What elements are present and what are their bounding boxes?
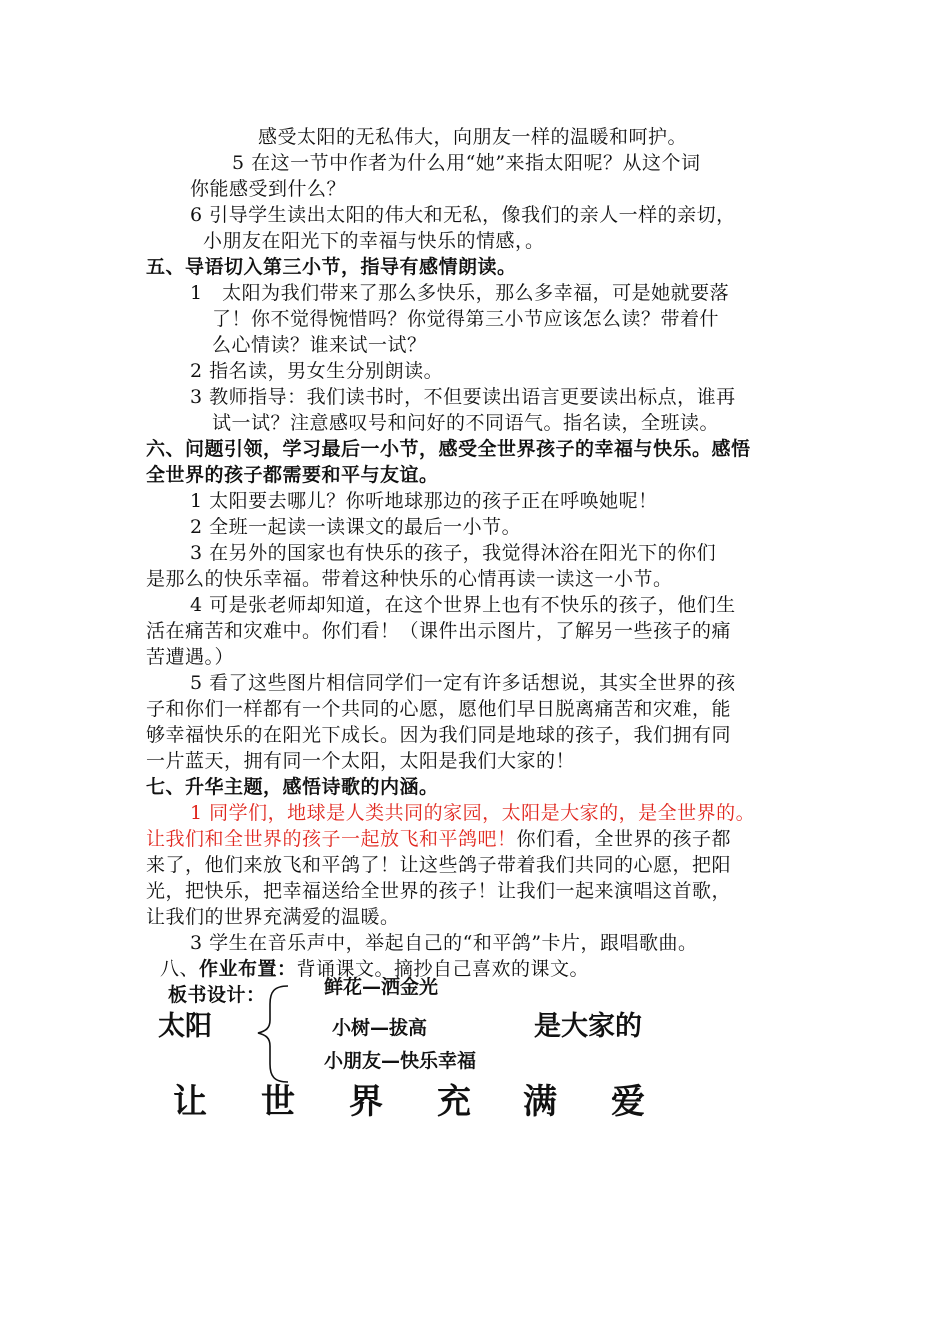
- text-line: 子和你们一样都有一个共同的心愿，愿他们早日脱离痛苦和灾难，能: [146, 698, 732, 720]
- text-line: 感受太阳的无私伟大，向朋友一样的温暖和呵护。: [258, 126, 688, 148]
- text-line: 来了，他们来放飞和平鸽了！让这些鸽子带着我们共同的心愿，把阳: [146, 854, 732, 876]
- text-line: 2 指名读，男女生分别朗读。: [190, 360, 444, 382]
- text-line: 一片蓝天，拥有同一个太阳，太阳是我们大家的！: [146, 750, 576, 772]
- text-line: 够幸福快乐的在阳光下成长。因为我们同是地球的孩子，我们拥有同: [146, 724, 732, 746]
- text-line: 3 在另外的国家也有快乐的孩子，我觉得沐浴在阳光下的你们: [190, 542, 717, 564]
- text-line: 5 看了这些图片相信同学们一定有许多话想说，其实全世界的孩: [190, 672, 736, 694]
- brace-icon: [252, 978, 292, 1088]
- slogan-char: 让: [173, 1082, 207, 1122]
- highlighted-line: 1 同学们，地球是人类共同的家园，太阳是大家的，是全世界的。: [190, 802, 756, 824]
- text-line: 了！你不觉得惋惜吗？你觉得第三小节应该怎么读？带着什: [212, 308, 720, 330]
- highlighted-text: 让我们和全世界的孩子一起放飞和平鸽吧！: [146, 828, 517, 850]
- section-heading: 六、问题引领，学习最后一小节，感受全世界孩子的幸福与快乐。感悟: [146, 438, 751, 460]
- section-heading: 五、导语切入第三小节，指导有感情朗读。: [146, 256, 517, 278]
- text-line: 4 可是张老师却知道，在这个世界上也有不快乐的孩子，他们生: [190, 594, 736, 616]
- text-line: 让我们的世界充满爱的温暖。: [146, 906, 400, 928]
- slogan-char: 世: [261, 1082, 295, 1122]
- slogan-char: 满: [523, 1082, 557, 1122]
- text-line: 3 教师指导：我们读书时，不但要读出语言更要读出标点，谁再: [190, 386, 736, 408]
- text-span: 你们看，全世界的孩子都: [516, 828, 732, 850]
- section-heading: 七、升华主题，感悟诗歌的内涵。: [146, 776, 439, 798]
- text-line: 6 引导学生读出太阳的伟大和无私，像我们的亲人一样的亲切，: [190, 204, 736, 226]
- slogan-char: 界: [349, 1082, 383, 1122]
- text-line: 1 太阳为我们带来了那么多快乐，那么多幸福，可是她就要落: [190, 282, 730, 304]
- section-title: 作业布置：: [199, 958, 297, 980]
- board-right-text: 是大家的: [534, 1011, 642, 1042]
- text-line: 是那么的快乐幸福。带着这种快乐的心情再读一读这一小节。: [146, 568, 673, 590]
- slogan-char: 爱: [611, 1082, 645, 1122]
- text-line: 3 学生在音乐声中，举起自己的“和平鸽”卡片，跟唱歌曲。: [190, 932, 698, 954]
- text-line: 5 在这一节中作者为什么用“她”来指太阳呢？从这个词: [232, 152, 701, 174]
- text-line: 你能感受到什么？: [190, 178, 347, 200]
- section-heading: 全世界的孩子都需要和平与友谊。: [146, 464, 439, 486]
- text-line: 活在痛苦和灾难中。你们看！（课件出示图片，了解另一些孩子的痛: [146, 620, 732, 642]
- board-item: 小树—拔高: [332, 1017, 428, 1039]
- text-line: 2 全班一起读一读课文的最后一小节。: [190, 516, 522, 538]
- text-line: 1 太阳要去哪儿？你听地球那边的孩子正在呼唤她呢！: [190, 490, 658, 512]
- text-span: 背诵课文。摘抄自己喜欢的课文。: [296, 958, 590, 980]
- text-line: [146, 826, 731, 852]
- text-line: 小朋友在阳光下的幸福与快乐的情感，。: [203, 230, 545, 252]
- text-line: 苦遭遇。）: [146, 646, 235, 668]
- text-line: 光，把快乐，把幸福送给全世界的孩子！让我们一起来演唱这首歌，: [146, 880, 732, 902]
- board-sun: 太阳: [158, 1011, 212, 1042]
- board-design-label: 板书设计：: [168, 984, 266, 1006]
- text-line: 试一试？注意感叹号和问好的不同语气。指名读，全班读。: [212, 412, 720, 434]
- board-item: 小朋友—快乐幸福: [324, 1050, 477, 1072]
- board-item: 鲜花—洒金光: [324, 976, 439, 998]
- section-number: 八、: [160, 958, 200, 980]
- text-line: 么心情读？谁来试一试？: [212, 334, 427, 356]
- slogan-char: 充: [437, 1082, 471, 1122]
